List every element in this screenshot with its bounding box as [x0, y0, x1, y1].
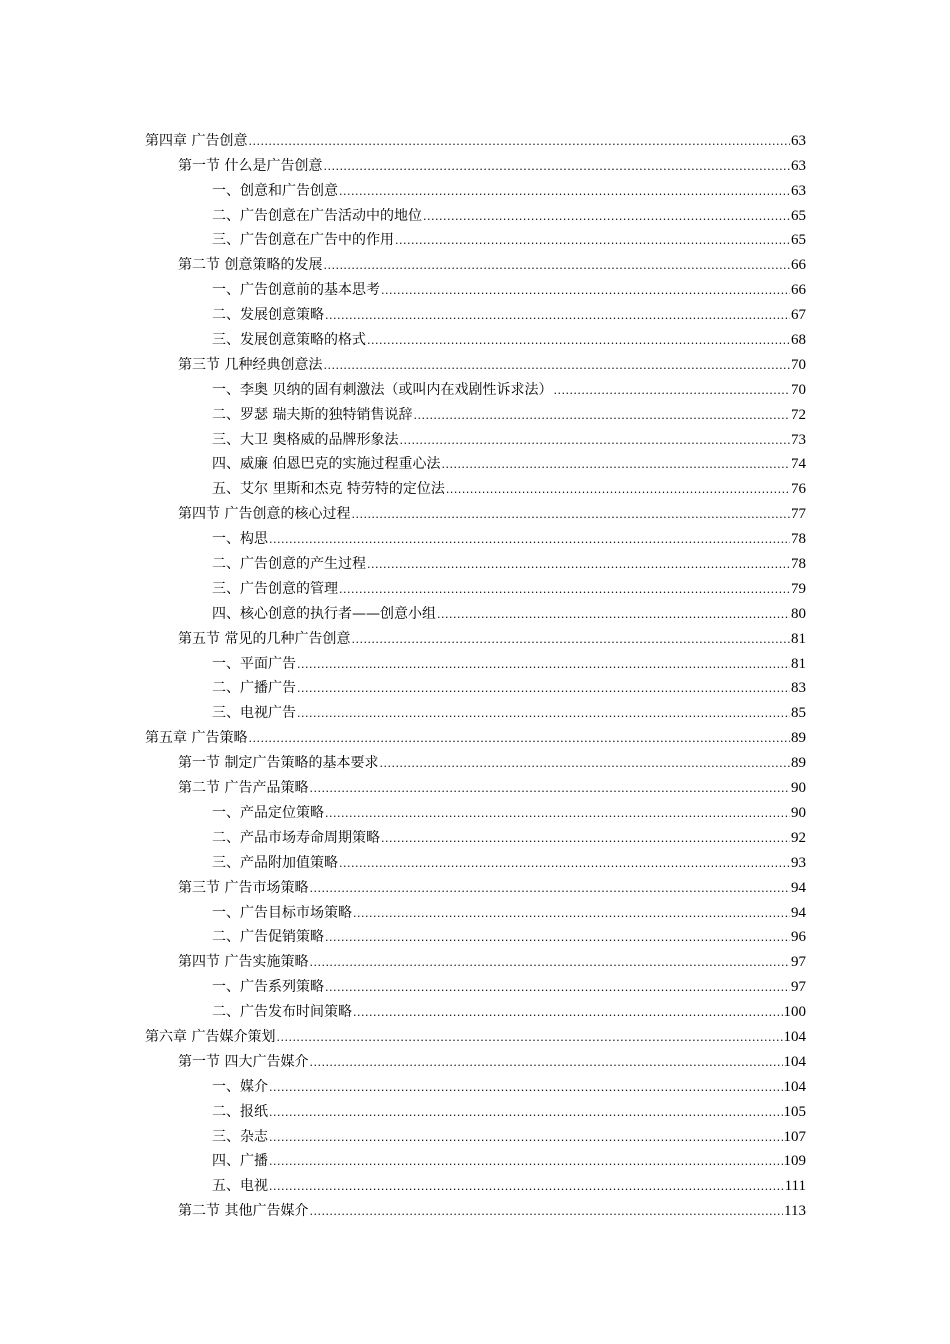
toc-page-number: 96	[791, 929, 806, 946]
toc-dot-leader	[309, 780, 790, 796]
toc-subsection-entry[interactable]	[0, 899, 950, 924]
toc-section-entry[interactable]	[0, 351, 950, 376]
toc-page-number: 90	[791, 804, 806, 821]
toc-page-number: 97	[791, 954, 806, 971]
toc-dot-leader	[441, 456, 790, 472]
toc-dot-leader	[309, 1054, 782, 1070]
toc-dot-leader	[351, 631, 790, 647]
toc-page-number: 78	[791, 556, 806, 573]
toc-subsection-entry[interactable]	[0, 451, 950, 476]
toc-entry-title: 一、平面广告	[212, 655, 296, 672]
toc-dot-leader	[269, 1178, 784, 1194]
toc-entry-title: 第三节 几种经典创意法	[178, 356, 323, 373]
toc-page-number: 105	[783, 1103, 806, 1120]
toc-dot-leader	[325, 979, 790, 995]
toc-page-number: 70	[791, 381, 806, 398]
toc-page-number: 70	[791, 356, 806, 373]
toc-entry-title: 二、广告创意的产生过程	[212, 556, 366, 573]
toc-subsection-entry[interactable]	[0, 276, 950, 301]
toc-subsection-entry[interactable]	[0, 401, 950, 426]
toc-subsection-entry[interactable]	[0, 177, 950, 202]
toc-subsection-entry[interactable]	[0, 998, 950, 1023]
toc-subsection-entry[interactable]	[0, 575, 950, 600]
toc-page-number: 67	[791, 307, 806, 324]
toc-page-number: 80	[791, 605, 806, 622]
toc-section-entry[interactable]	[0, 948, 950, 973]
toc-subsection-entry[interactable]	[0, 600, 950, 625]
toc-page-number: 83	[791, 680, 806, 697]
toc-subsection-entry[interactable]	[0, 849, 950, 874]
toc-page-number: 90	[791, 780, 806, 797]
toc-page-number: 104	[783, 1028, 806, 1045]
toc-chapter-entry[interactable]	[0, 1023, 950, 1048]
toc-section-entry[interactable]	[0, 1048, 950, 1073]
toc-entry-title: 二、产品市场寿命周期策略	[212, 829, 380, 846]
toc-entry-title: 二、广播广告	[212, 680, 296, 697]
toc-dot-leader	[395, 232, 790, 248]
toc-subsection-entry[interactable]	[0, 699, 950, 724]
toc-page-number: 81	[791, 655, 806, 672]
toc-entry-title: 五、艾尔 里斯和杰克 特劳特的定位法	[212, 481, 445, 498]
toc-dot-leader	[309, 880, 790, 896]
toc-dot-leader	[269, 1104, 783, 1120]
toc-dot-leader	[325, 929, 790, 945]
toc-entry-title: 二、报纸	[212, 1103, 268, 1120]
toc-dot-leader	[413, 407, 790, 423]
toc-page-number: 94	[791, 879, 806, 896]
toc-subsection-entry[interactable]	[0, 1073, 950, 1098]
toc-page-number: 68	[791, 332, 806, 349]
toc-dot-leader	[399, 432, 790, 448]
toc-dot-leader	[297, 705, 790, 721]
toc-entry-title: 二、广告发布时间策略	[212, 1004, 352, 1021]
toc-page-number: 81	[791, 630, 806, 647]
toc-entry-title: 三、广告创意的管理	[212, 580, 338, 597]
toc-page-number: 89	[791, 730, 806, 747]
toc-dot-leader	[437, 606, 790, 622]
toc-subsection-entry[interactable]	[0, 675, 950, 700]
toc-entry-title: 三、产品附加值策略	[212, 854, 338, 871]
toc-entry-title: 二、广告促销策略	[212, 929, 324, 946]
toc-entry-title: 二、罗瑟 瑞夫斯的独特销售说辞	[212, 406, 413, 423]
toc-page-number: 66	[791, 257, 806, 274]
toc-section-entry[interactable]	[0, 874, 950, 899]
toc-entry-title: 第一节 四大广告媒介	[178, 1053, 309, 1070]
toc-page-number: 104	[783, 1053, 806, 1070]
toc-dot-leader	[367, 332, 790, 348]
toc-subsection-entry[interactable]	[0, 973, 950, 998]
toc-entry-title: 一、构思	[212, 531, 268, 548]
table-of-contents	[0, 127, 950, 1222]
toc-page-number: 89	[791, 755, 806, 772]
toc-dot-leader	[269, 1153, 783, 1169]
toc-subsection-entry[interactable]	[0, 426, 950, 451]
toc-entry-title: 一、创意和广告创意	[212, 182, 338, 199]
toc-entry-title: 三、杂志	[212, 1128, 268, 1145]
toc-entry-title: 一、广告创意前的基本思考	[212, 282, 380, 299]
toc-subsection-entry[interactable]	[0, 525, 950, 550]
toc-entry-title: 三、广告创意在广告中的作用	[212, 232, 394, 249]
toc-entry-title: 第一节 制定广告策略的基本要求	[178, 755, 379, 772]
toc-page-number: 111	[784, 1178, 806, 1195]
toc-entry-title: 第四节 广告实施策略	[178, 954, 309, 971]
toc-entry-title: 三、大卫 奥格威的品牌形象法	[212, 431, 399, 448]
toc-page-number: 104	[783, 1078, 806, 1095]
toc-dot-leader	[353, 905, 790, 921]
toc-dot-leader	[367, 556, 790, 572]
toc-page-number: 94	[791, 904, 806, 921]
toc-entry-title: 第四节 广告创意的核心过程	[178, 506, 351, 523]
toc-subsection-entry[interactable]	[0, 301, 950, 326]
toc-dot-leader	[423, 208, 790, 224]
toc-dot-leader	[323, 357, 790, 373]
toc-entry-title: 第二节 创意策略的发展	[178, 257, 323, 274]
toc-dot-leader	[339, 581, 790, 597]
toc-dot-leader	[353, 1004, 783, 1020]
toc-entry-title: 一、李奥 贝纳的固有刺激法（或叫内在戏剧性诉求法）	[212, 381, 553, 398]
toc-subsection-entry[interactable]	[0, 326, 950, 351]
toc-dot-leader	[309, 954, 790, 970]
toc-subsection-entry[interactable]	[0, 799, 950, 824]
toc-dot-leader	[248, 730, 790, 746]
toc-page-number: 66	[791, 282, 806, 299]
toc-entry-title: 一、广告目标市场策略	[212, 904, 352, 921]
toc-subsection-entry[interactable]	[0, 650, 950, 675]
toc-page-number: 76	[791, 481, 806, 498]
toc-dot-leader	[381, 830, 790, 846]
toc-dot-leader	[339, 855, 790, 871]
toc-entry-title: 一、媒介	[212, 1078, 268, 1095]
toc-dot-leader	[248, 133, 790, 149]
toc-dot-leader	[323, 158, 790, 174]
toc-page-number: 107	[783, 1128, 806, 1145]
toc-entry-title: 第五章 广告策略	[145, 730, 248, 747]
toc-subsection-entry[interactable]	[0, 376, 950, 401]
toc-entry-title: 二、发展创意策略	[212, 307, 324, 324]
toc-dot-leader	[339, 183, 790, 199]
toc-page-number: 77	[791, 506, 806, 523]
toc-page-number: 113	[784, 1203, 806, 1220]
toc-section-entry[interactable]	[0, 251, 950, 276]
toc-page-number: 63	[791, 182, 806, 199]
toc-section-entry[interactable]	[0, 1197, 950, 1222]
toc-page-number: 63	[791, 132, 806, 149]
toc-dot-leader	[276, 1029, 782, 1045]
toc-entry-title: 第一节 什么是广告创意	[178, 157, 323, 174]
toc-dot-leader	[553, 382, 790, 398]
toc-entry-title: 第三节 广告市场策略	[178, 879, 309, 896]
toc-subsection-entry[interactable]	[0, 475, 950, 500]
toc-subsection-entry[interactable]	[0, 1123, 950, 1148]
toc-page-number: 78	[791, 531, 806, 548]
toc-entry-title: 第六章 广告媒介策划	[145, 1028, 276, 1045]
toc-subsection-entry[interactable]	[0, 1172, 950, 1197]
toc-subsection-entry[interactable]	[0, 924, 950, 949]
toc-entry-title: 第五节 常见的几种广告创意	[178, 630, 351, 647]
toc-entry-title: 四、核心创意的执行者——创意小组	[212, 605, 436, 622]
toc-subsection-entry[interactable]	[0, 824, 950, 849]
toc-entry-title: 第二节 广告产品策略	[178, 780, 309, 797]
toc-subsection-entry[interactable]	[0, 1098, 950, 1123]
toc-dot-leader	[381, 282, 790, 298]
toc-entry-title: 四、广播	[212, 1153, 268, 1170]
toc-page-number: 79	[791, 580, 806, 597]
toc-entry-title: 二、广告创意在广告活动中的地位	[212, 207, 422, 224]
toc-entry-title: 三、电视广告	[212, 705, 296, 722]
toc-page-number: 100	[783, 1004, 806, 1021]
toc-dot-leader	[323, 257, 790, 273]
toc-section-entry[interactable]	[0, 152, 950, 177]
toc-dot-leader	[269, 531, 790, 547]
toc-dot-leader	[309, 1203, 783, 1219]
toc-dot-leader	[325, 307, 790, 323]
toc-entry-title: 四、威廉 伯恩巴克的实施过程重心法	[212, 456, 441, 473]
toc-page-number: 74	[791, 456, 806, 473]
toc-subsection-entry[interactable]	[0, 550, 950, 575]
toc-dot-leader	[325, 805, 790, 821]
toc-dot-leader	[446, 481, 790, 497]
toc-page-number: 72	[791, 406, 806, 423]
toc-section-entry[interactable]	[0, 625, 950, 650]
toc-subsection-entry[interactable]	[0, 202, 950, 227]
toc-section-entry[interactable]	[0, 774, 950, 799]
toc-page-number: 93	[791, 854, 806, 871]
toc-section-entry[interactable]	[0, 749, 950, 774]
toc-entry-title: 五、电视	[212, 1178, 268, 1195]
toc-entry-title: 第四章 广告创意	[145, 132, 248, 149]
toc-chapter-entry[interactable]	[0, 724, 950, 749]
toc-page-number: 85	[791, 705, 806, 722]
toc-dot-leader	[351, 506, 790, 522]
toc-subsection-entry[interactable]	[0, 1148, 950, 1173]
toc-dot-leader	[297, 680, 790, 696]
toc-dot-leader	[269, 1129, 783, 1145]
toc-chapter-entry[interactable]	[0, 127, 950, 152]
toc-dot-leader	[379, 755, 790, 771]
toc-dot-leader	[297, 656, 790, 672]
toc-page-number: 109	[783, 1153, 806, 1170]
toc-page-number: 92	[791, 829, 806, 846]
toc-page-number: 73	[791, 431, 806, 448]
toc-entry-title: 一、广告系列策略	[212, 979, 324, 996]
toc-page-number: 65	[791, 232, 806, 249]
toc-entry-title: 一、产品定位策略	[212, 804, 324, 821]
toc-page-number: 63	[791, 157, 806, 174]
toc-entry-title: 第二节 其他广告媒介	[178, 1203, 309, 1220]
toc-subsection-entry[interactable]	[0, 227, 950, 252]
toc-section-entry[interactable]	[0, 500, 950, 525]
toc-dot-leader	[269, 1079, 783, 1095]
toc-page-number: 65	[791, 207, 806, 224]
toc-entry-title: 三、发展创意策略的格式	[212, 332, 366, 349]
toc-page-number: 97	[791, 979, 806, 996]
